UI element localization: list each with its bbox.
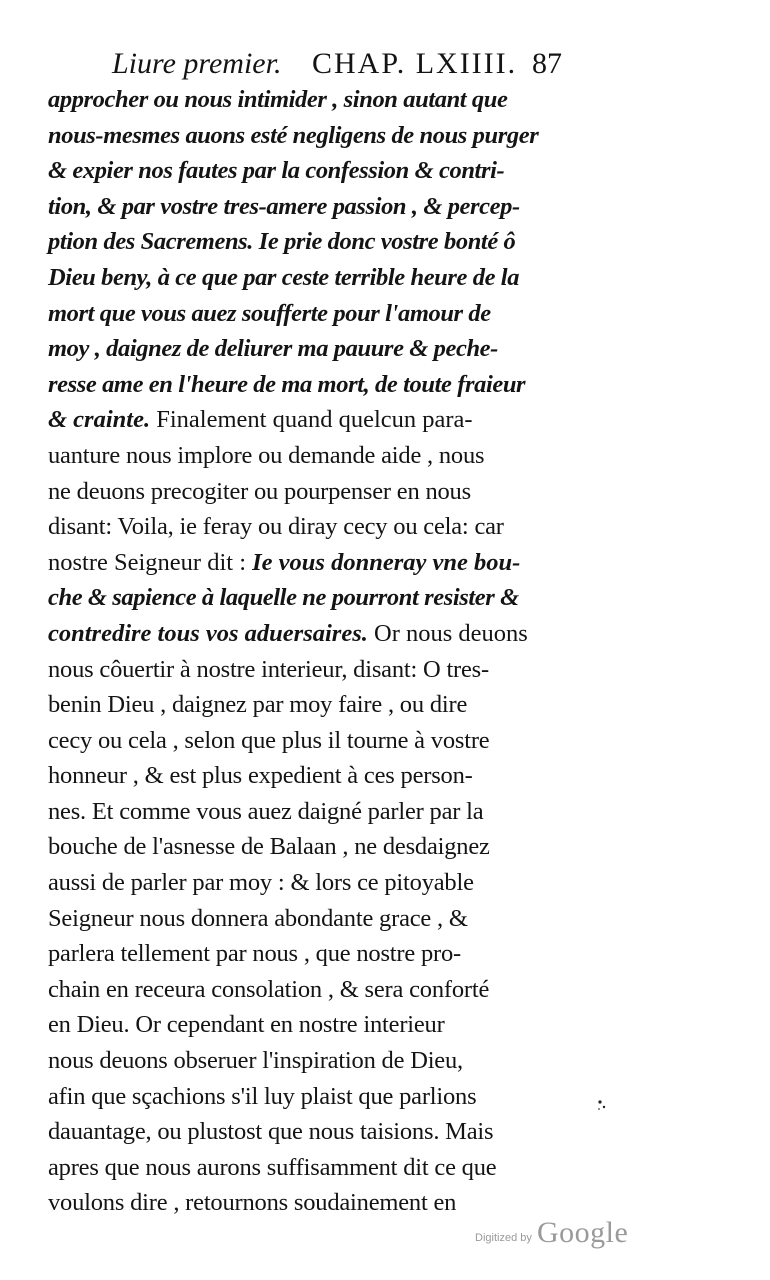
body-text <box>48 82 578 1221</box>
text-line <box>48 545 578 581</box>
text-run: Finalement quand quelcun para- <box>150 406 473 434</box>
running-header <box>112 40 592 88</box>
text-line: ne deuons precogiter ou pourpenser en nous <box>48 477 471 505</box>
text-line: benin Dieu , daignez par moy faire , ou dire <box>48 691 468 719</box>
text-line: mort que vous auez soufferte pour l'amour de <box>48 299 491 327</box>
text-line: ption des Sacremens. Ie prie donc vostre bonté ô <box>48 228 516 256</box>
text-line: honneur , & est plus expedient à ces person- <box>48 762 473 790</box>
running-title: Liure premier. <box>112 47 282 80</box>
text-line: afin que sçachions s'il luy plaist que parlions <box>48 1082 477 1110</box>
text-line: resse ame en l'heure de ma mort, de toute fraieur <box>48 370 526 398</box>
text-line: moy , daignez de deliurer ma pauure & peche- <box>48 335 498 363</box>
text-line: en Dieu. Or cependant en nostre interieur <box>48 1011 445 1039</box>
text-line: dauantage, ou plustost que nous taisions. Mais <box>48 1118 494 1146</box>
text-line: nous côuertir à nostre interieur, disant: O tres- <box>48 655 489 683</box>
text-line: uanture nous implore ou demande aide , nous <box>48 441 485 469</box>
text-line: approcher ou nous intimider , sinon autant que <box>48 86 508 113</box>
text-line: Seigneur nous donnera abondante grace , & <box>48 904 468 932</box>
text-line: tion, & par vostre tres-amere passion , & percep- <box>48 192 520 220</box>
watermark-prefix: Digitized by <box>475 1232 532 1244</box>
text-line: cecy ou cela , selon que plus il tourne à vostre <box>48 726 490 754</box>
text-line: che & sapience à laquelle ne pourront resister & <box>48 584 519 612</box>
text-line: chain en receura consolation , & sera conforté <box>48 975 490 1003</box>
text-line: parlera tellement par nous , que nostre pro- <box>48 940 461 968</box>
text-line: nous-mesmes auons esté negligens de nous purger <box>48 121 539 149</box>
chapter-number: CHAP. LXIIII. <box>312 47 518 80</box>
text-run: Ie vous donneray vne bou- <box>252 548 521 576</box>
text-line: Dieu beny, à ce que par ceste terrible heure de la <box>48 263 520 291</box>
text-line: voulons dire , retournons soudainement en <box>48 1189 457 1217</box>
text-line: disant: Voila, ie feray ou diray cecy ou cela: car <box>48 513 504 541</box>
text-run: contredire tous vos aduersaires. <box>48 619 368 647</box>
text-line: aussi de parler par moy : & lors ce pitoyable <box>48 869 474 897</box>
text-line: bouche de l'asnesse de Balaan , ne desdaignez <box>48 833 490 861</box>
page-number: 87 <box>532 47 562 80</box>
text-run: nostre Seigneur dit : <box>48 548 253 576</box>
text-run: Or nous deuons <box>367 619 528 647</box>
text-line: nous deuons obseruer l'inspiration de Dieu, <box>48 1047 463 1075</box>
text-line: & expier nos fautes par la confession & contri- <box>48 157 505 185</box>
text-line <box>48 616 578 652</box>
ink-speck-icon <box>596 1098 608 1112</box>
watermark-brand: Google <box>537 1216 629 1249</box>
text-run: & crainte. <box>48 406 151 434</box>
digitized-watermark <box>475 1216 645 1256</box>
text-line: apres que nous aurons suffisamment dit ce que <box>48 1153 497 1181</box>
text-line: nes. Et comme vous auez daigné parler par la <box>48 797 484 825</box>
text-line <box>48 402 578 438</box>
